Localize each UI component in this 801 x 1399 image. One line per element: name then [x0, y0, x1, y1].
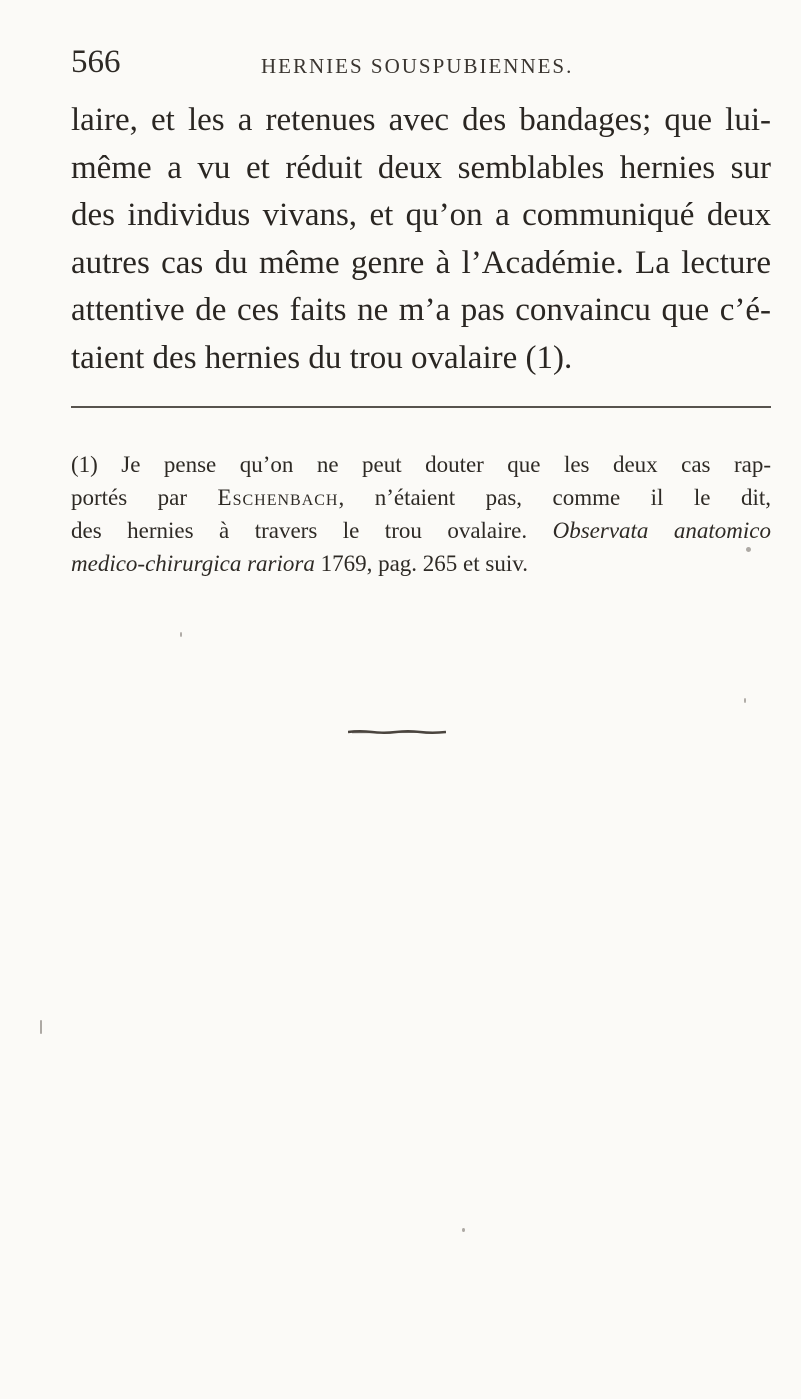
footnote-separator-rule	[71, 406, 771, 408]
page-number: 566	[71, 44, 121, 80]
page-header	[71, 44, 771, 88]
body-line: même a vu et réduit deux semblables hernies sur	[71, 149, 771, 186]
body-line: laire, et les a retenues avec des bandages; que lui-	[71, 102, 771, 138]
footnote-text: portés par	[71, 485, 218, 510]
citation-details: 1769, pag. 265 et suiv.	[314, 551, 528, 576]
body-line: attentive de ces faits ne m’a pas convaincu que c’é-	[71, 292, 771, 328]
paper-speck	[40, 1020, 42, 1034]
footnote-text: des hernies à travers le trou ovalaire.	[71, 518, 553, 543]
body-line: des individus vivans, et qu’on a communiqué deux	[71, 197, 771, 233]
footnote-line	[71, 514, 771, 547]
work-title: medico-chirurgica rariora	[71, 551, 315, 576]
end-ornament	[348, 730, 446, 734]
footnote-line	[71, 547, 771, 580]
paper-speck	[462, 1228, 465, 1232]
paper-speck	[744, 698, 746, 703]
footnote	[71, 448, 771, 580]
running-title: HERNIES SOUSPUBIENNES.	[261, 54, 574, 78]
footnote-line: (1) Je pense qu’on ne peut douter que les deux cas rap-	[71, 452, 771, 477]
work-title: Observata anatomico	[552, 518, 771, 543]
body-line: autres cas du même genre à l’Académie. La lecture	[71, 244, 771, 281]
paper-speck	[746, 547, 751, 552]
paper-speck	[180, 632, 182, 637]
main-paragraph	[71, 97, 771, 382]
footnote-text: , n’étaient pas, comme il le dit,	[338, 485, 771, 510]
author-name: Eschenbach	[217, 485, 339, 510]
body-line: taient des hernies du trou ovalaire (1).	[71, 339, 573, 376]
footnote-line	[71, 481, 771, 514]
